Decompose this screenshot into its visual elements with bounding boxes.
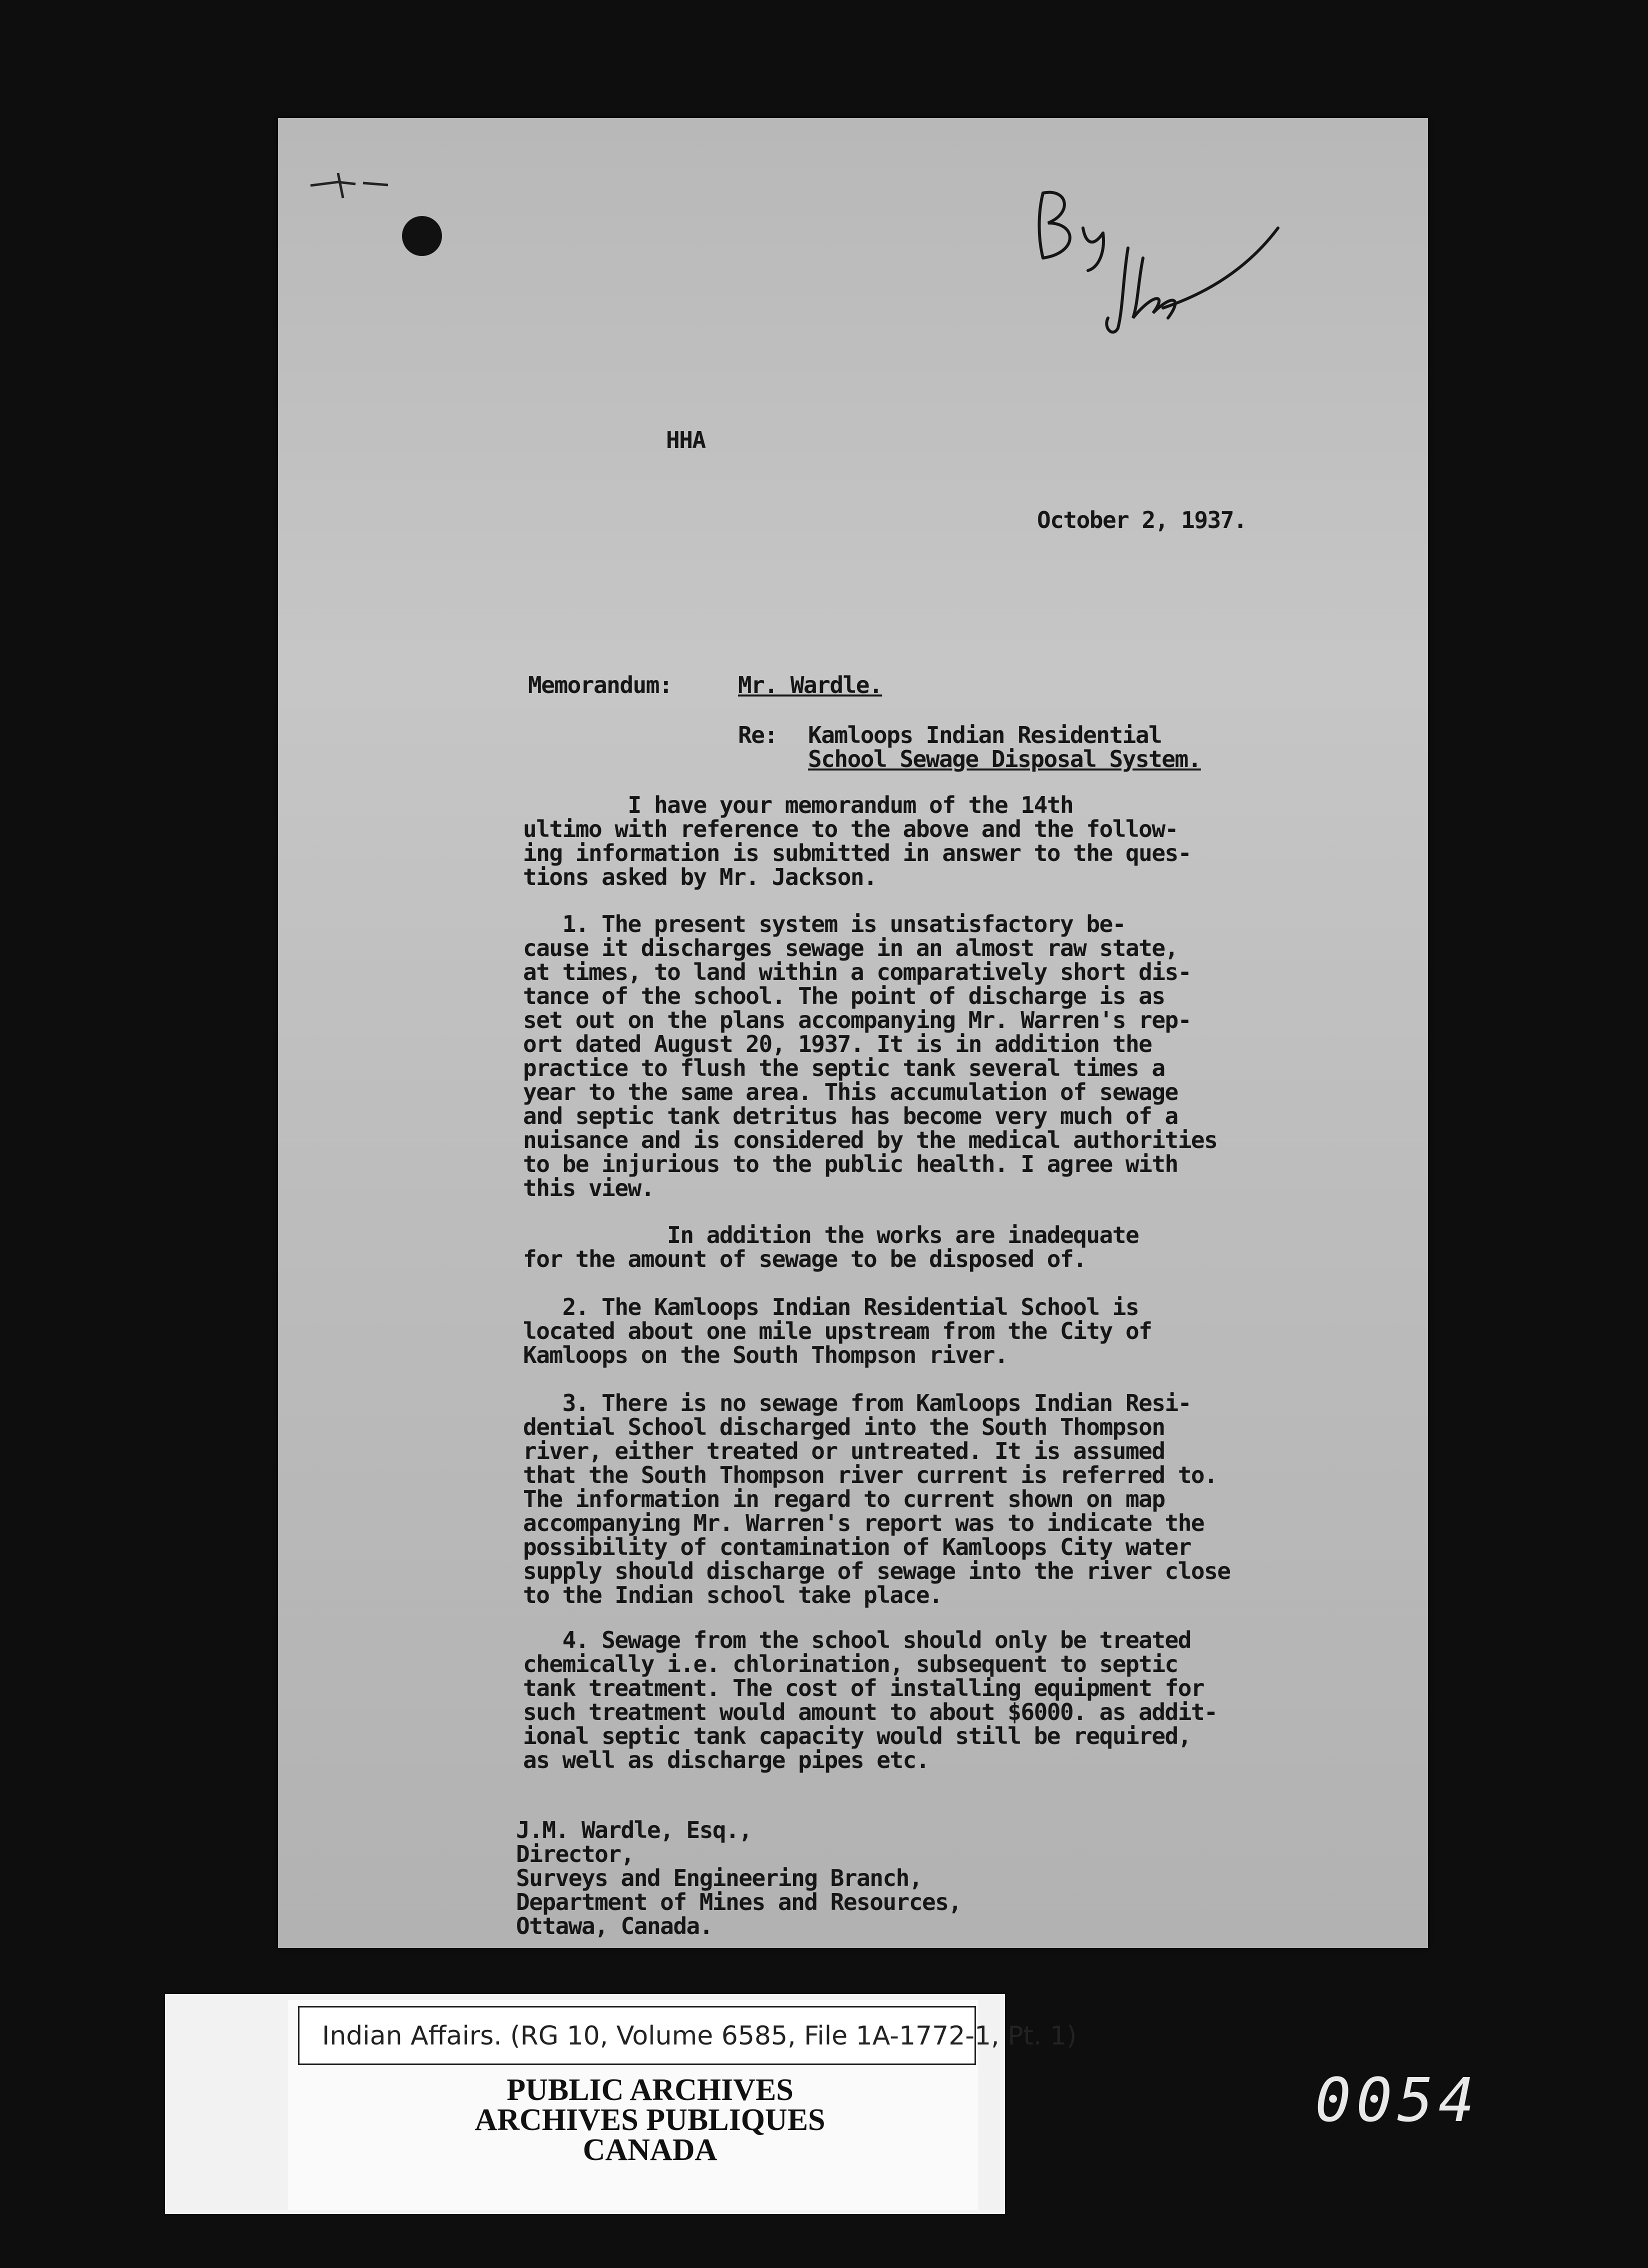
intro-paragraph: I have your memorandum of the 14th ultimo with reference to the above and the follow- ing information is submitted in answer to the ques- tions asked by Mr. Jackson. (523, 792, 1191, 890)
paragraph-2: 2. The Kamloops Indian Residential School is located about one mile upstream from the City of Kamloops on the South Thompson river. (523, 1294, 1152, 1368)
subject-line-1: Kamloops Indian Residential (808, 722, 1162, 748)
archive-stamp (400, 2075, 900, 2165)
paragraph-1-addendum: In addition the works are inadequate for the amount of sewage to be disposed of. (523, 1222, 1139, 1272)
paragraph-4: 4. Sewage from the school should only be treated chemically i.e. chlorination, subsequent to septic tank treatment. The cost of installing equipment for such treatment would amount to about $6000. as addit- ional septic tank capacity would still be required, as well as discharge pipes etc. (523, 1626, 1218, 1774)
letter-date: October 2, 1937. (1037, 506, 1247, 534)
pen-mark-icon (308, 163, 393, 208)
subject-label: Re: (738, 722, 778, 748)
paragraph-1: 1. The present system is unsatisfactory be- cause it discharges sewage in an almost raw state, at times, to land within a comparatively short dis- tance of the school. The point of discharge is as set out on the plans accompanying Mr. Warren's rep- ort dated August 20, 1937. It is in addition the practice to flush the septic tank several times a year to the same area. This accumulation of sewage and septic tank detritus has become very much of a nuisance and is considered by the medical authorities to be injurious to the public health. I agree with this view. (523, 910, 1218, 1202)
punch-hole (402, 216, 442, 256)
archive-line-3: CANADA (582, 2133, 718, 2167)
memo-label: Memorandum: (528, 672, 672, 698)
initials: HHA (666, 426, 706, 454)
subject-line-2: School Sewage Disposal System. (808, 746, 1201, 772)
frame-number: 0054 (1315, 2066, 1480, 2136)
paragraph-3: 3. There is no sewage from Kamloops Indian Resi- dential School discharged into the South Thompson river, either treated or untreated. It is assumed that the South Thompson river current is referred to. The information in regard to current shown on map accompanying Mr. Warren's report was to indicate the possibility of contamination of Kamloops City water supply should discharge of sewage into the river close to the Indian school take place. (523, 1390, 1230, 1608)
document-page (278, 118, 1428, 1948)
memo-recipient: Mr. Wardle. (738, 672, 882, 698)
handwritten-signature (1098, 218, 1288, 348)
archive-line-1: PUBLIC ARCHIVES (506, 2073, 794, 2107)
recipient-address: J.M. Wardle, Esq., Director, Surveys and Engineering Branch, Department of Mines and Resources, Ottawa, Canada. (516, 1816, 962, 1940)
archive-line-2: ARCHIVES PUBLIQUES (474, 2103, 826, 2137)
archive-reference: Indian Affairs. (RG 10, Volume 6585, File 1A-1772-1, Pt. 1) (322, 2021, 1077, 2051)
